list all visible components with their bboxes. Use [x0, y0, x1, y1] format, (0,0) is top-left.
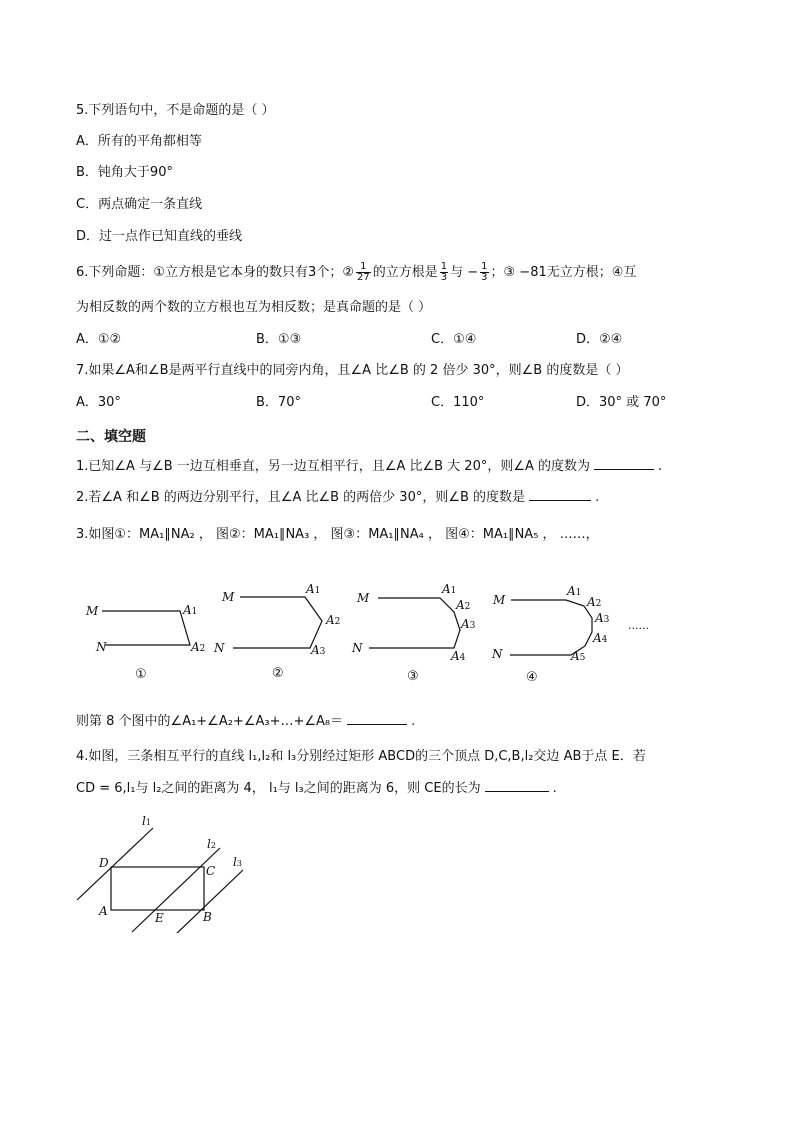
ellipsis-label: ......	[628, 619, 649, 632]
svg-text:A5: A5	[571, 649, 586, 663]
svg-text:A1: A1	[183, 603, 198, 617]
q6-line1	[76, 262, 636, 283]
svg-text:A2: A2	[191, 640, 206, 654]
figure-3-lines	[369, 598, 460, 648]
q6-option-a: A．①②	[76, 332, 122, 347]
q6-option-c: C．①④	[431, 332, 477, 347]
svg-text:A4: A4	[593, 631, 608, 645]
frac-num: 1	[356, 262, 371, 273]
rectangle-parallel-lines-figure	[70, 808, 260, 933]
figure-label-1: ①	[135, 667, 147, 682]
svg-text:E: E	[155, 911, 164, 925]
q5-option-b: B．钝角大于90°	[76, 165, 173, 180]
q7-option-b: B．70°	[256, 395, 301, 410]
f3-end: .	[411, 714, 416, 729]
figure-label-3: ③	[407, 669, 419, 684]
q5-stem: 5.下列语句中，不是命题的是（ ）	[76, 103, 275, 118]
frac-den: 3	[440, 272, 448, 283]
answer-blank	[529, 488, 591, 501]
svg-text:A: A	[99, 904, 108, 918]
svg-text:M: M	[493, 593, 506, 607]
figure-2-lines	[233, 597, 322, 648]
f3-answer-line	[76, 712, 415, 731]
svg-text:A2: A2	[456, 598, 471, 612]
svg-text:B: B	[203, 910, 212, 924]
q6-option-b: B．①③	[256, 332, 302, 347]
svg-text:l3: l3	[233, 855, 242, 869]
f2-text: 2.若∠A 和∠B 的两边分别平行，且∠A 比∠B 的两倍少 30°，则∠B 的度数是	[76, 490, 526, 505]
frac-den: 27	[356, 272, 370, 283]
svg-text:N: N	[492, 647, 503, 661]
svg-text:N: N	[96, 640, 107, 654]
svg-text:N: N	[352, 641, 363, 655]
f4-line2	[76, 779, 557, 798]
q6-frac-neg-1-3	[480, 262, 488, 283]
svg-text:l2: l2	[207, 837, 216, 851]
frac-den: 3	[481, 272, 488, 283]
f3-line: 3.如图①：MA₁∥NA₂ ， 图②：MA₁∥NA₃ ， 图③：MA₁∥NA₄ ， 图④：MA₁∥NA₅ ， ……，	[76, 527, 599, 542]
q5-option-c: C．两点确定一条直线	[76, 197, 203, 212]
q6-text-b: 的立方根是	[372, 265, 438, 280]
f1-text: 1.已知∠A 与∠B 一边互相垂直，另一边互相平行，且∠A 比∠B 大 20°，则∠A 的度数为	[76, 459, 591, 474]
svg-text:l1: l1	[142, 814, 151, 828]
svg-text:M: M	[222, 590, 235, 604]
svg-text:M: M	[86, 604, 99, 618]
svg-text:A2: A2	[326, 613, 341, 627]
frac-num: 1	[481, 261, 488, 272]
f1-line	[76, 457, 662, 476]
q6-frac-1-3	[440, 262, 448, 283]
svg-text:A4: A4	[451, 649, 466, 663]
rectangle-abcd	[111, 867, 204, 910]
q6-line2: 为相反数的两个数的立方根也互为相反数；是真命题的是（ ）	[76, 300, 432, 315]
svg-text:A3: A3	[461, 617, 476, 631]
figure-label-2: ②	[272, 666, 284, 681]
f3-answer-text: 则第 8 个图中的∠A₁+∠A₂+∠A₃+…+∠A₈＝	[76, 714, 344, 729]
q6-text-d: ；③ −81无立方根；④互	[490, 265, 637, 280]
polyline-figures	[80, 578, 680, 690]
q6-frac-1-27	[356, 262, 371, 283]
figure-1-lines	[102, 611, 190, 645]
q7-option-a: A．30°	[76, 395, 121, 410]
svg-text:A3: A3	[595, 611, 610, 625]
q6-text-a: 6.下列命题：①立方根是它本身的数只有3个；②	[76, 265, 354, 280]
q6-text-c: 与 −	[450, 265, 479, 280]
f4-line1: 4.如图，三条相互平行的直线 l₁,l₂和 l₃分别经过矩形 ABCD的三个顶点 D,C,B,l₂交边 AB于点 E．若	[76, 749, 646, 764]
svg-text:A3: A3	[311, 643, 326, 657]
f4-line2-text: CD = 6,l₁与 l₂之间的距离为 4， l₁与 l₃之间的距离为 6，则 CE的长为	[76, 781, 481, 796]
q5-option-d: D．过一点作已知直线的垂线	[76, 229, 243, 244]
f2-end: .	[595, 490, 600, 505]
svg-text:A1: A1	[306, 582, 321, 596]
q7-option-d: D．30° 或 70°	[576, 395, 667, 410]
section-title-fill-blank: 二、填空题	[76, 429, 146, 445]
svg-text:D: D	[99, 856, 109, 870]
svg-text:A2: A2	[587, 595, 602, 609]
figure-label-4: ④	[526, 670, 538, 685]
frac-num: 1	[440, 261, 448, 272]
q7-stem: 7.如果∠A和∠B是两平行直线中的同旁内角，且∠A 比∠B 的 2 倍少 30°，则∠B 的度数是（ ）	[76, 363, 629, 378]
svg-text:C: C	[206, 864, 216, 878]
q7-option-c: C．110°	[431, 395, 485, 410]
svg-text:N: N	[214, 641, 225, 655]
svg-text:A1: A1	[567, 584, 582, 598]
line-l1	[77, 828, 153, 900]
answer-blank	[347, 712, 407, 725]
f2-line	[76, 488, 599, 507]
f1-end: .	[658, 459, 663, 474]
q6-option-d: D．②④	[576, 332, 623, 347]
svg-text:A1: A1	[442, 582, 457, 596]
answer-blank	[594, 457, 654, 470]
svg-text:M: M	[357, 591, 370, 605]
q5-option-a: A．所有的平角都相等	[76, 134, 202, 149]
figure-4-lines	[510, 600, 592, 655]
f4-end: .	[552, 781, 557, 796]
answer-blank	[485, 779, 549, 792]
